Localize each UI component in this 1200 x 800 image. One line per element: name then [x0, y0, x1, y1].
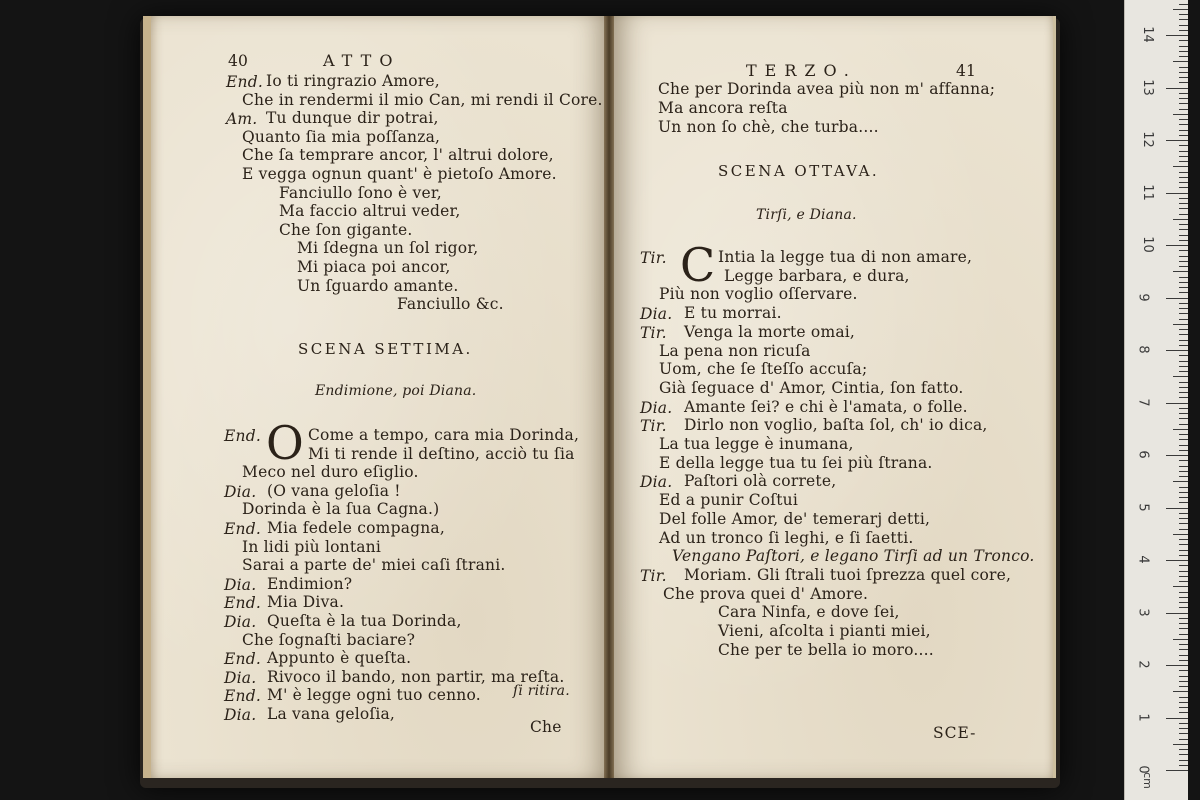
ruler-tick	[1166, 140, 1188, 141]
ruler-number: 0	[1135, 765, 1151, 774]
ruler-tick	[1173, 114, 1188, 115]
verse-line: Che ſognaſti baciare?	[242, 630, 416, 649]
ruler-tick	[1166, 35, 1188, 36]
ruler-tick	[1179, 119, 1188, 120]
ruler-tick	[1179, 235, 1188, 236]
verse-line: Che per Dorinda avea più non m' affanna;	[658, 80, 996, 98]
ruler-tick	[1179, 565, 1188, 566]
ruler-tick	[1179, 156, 1188, 157]
ruler-tick	[1179, 161, 1188, 162]
ruler-tick	[1179, 733, 1188, 734]
verse-line: Che per te bella io moro....	[718, 640, 934, 659]
ruler-tick	[1179, 555, 1188, 556]
ruler-tick	[1179, 466, 1188, 467]
ruler-tick	[1179, 660, 1188, 661]
speaker-label: End.	[224, 427, 261, 445]
ruler-number: 9	[1135, 292, 1151, 302]
ruler-tick	[1179, 77, 1188, 78]
ruler-tick	[1179, 623, 1188, 624]
speaker-label: Am.	[226, 110, 258, 129]
ruler-tick	[1179, 198, 1188, 199]
ruler-tick	[1179, 366, 1188, 367]
ruler-tick	[1173, 534, 1188, 535]
verse-line: Mia Diva.	[267, 593, 345, 612]
ruler-tick	[1179, 56, 1188, 57]
measuring-ruler	[1124, 0, 1188, 800]
right-catchword: SCE-	[933, 724, 977, 742]
ruler-tick	[1179, 250, 1188, 251]
ruler-tick	[1179, 135, 1188, 136]
ruler-tick	[1179, 413, 1188, 414]
scene-characters-settima: Endimione, poi Diana.	[315, 383, 477, 399]
verse-line: Mia fedele compagna,	[267, 519, 446, 537]
book-gutter	[604, 16, 614, 778]
speaker-label: Dia.	[224, 706, 257, 724]
ruler-tick	[1179, 382, 1188, 383]
verse-line: Dorinda è la ſua Cagna.)	[242, 500, 440, 519]
ruler-tick	[1166, 508, 1188, 509]
verse-line: Che ſa temprare ancor, l' altrui dolore,	[242, 146, 554, 165]
ruler-tick	[1179, 539, 1188, 540]
ruler-number: 12	[1139, 131, 1155, 148]
ruler-tick	[1179, 214, 1188, 215]
ruler-tick	[1179, 334, 1188, 335]
ruler-tick	[1179, 30, 1188, 31]
drop-cap-c: C	[680, 238, 716, 292]
ruler-tick	[1179, 513, 1188, 514]
verse-line: Rivoco il bando, non partir, ma reſta.	[267, 667, 565, 686]
verse-line: Già ſeguace d' Amor, Cintia, ſon fatto.	[659, 378, 964, 397]
ruler-tick	[1179, 319, 1188, 320]
ruler-tick	[1179, 19, 1188, 20]
ruler-tick	[1179, 229, 1188, 230]
ruler-number: 3	[1135, 607, 1151, 617]
ruler-tick	[1166, 298, 1188, 299]
verse-line: Amante ſei? e chi è l'amata, o folle.	[684, 397, 968, 416]
verse-line: Legge barbara, e dura,	[724, 266, 910, 285]
ruler-tick	[1179, 124, 1188, 125]
ruler-number: 10	[1139, 236, 1155, 253]
ruler-tick	[1179, 576, 1188, 577]
ruler-number: 6	[1135, 450, 1151, 459]
speaker-label: End.	[224, 687, 261, 706]
verse-line: La tua legge è inumana,	[659, 435, 854, 453]
ruler-tick	[1179, 103, 1188, 104]
ruler-tick	[1179, 492, 1188, 493]
ruler-tick	[1179, 550, 1188, 551]
ruler-tick	[1166, 718, 1188, 719]
ruler-tick	[1179, 177, 1188, 178]
verse-line: Queſta è la tua Dorinda,	[267, 612, 462, 630]
ruler-tick	[1173, 324, 1188, 325]
ruler-number: 8	[1135, 345, 1151, 354]
ruler-number: 5	[1135, 502, 1151, 512]
ruler-tick	[1179, 208, 1188, 209]
ruler-tick	[1179, 282, 1188, 283]
ruler-tick	[1179, 72, 1188, 73]
ruler-tick	[1179, 98, 1188, 99]
verse-line: Un non ſo chè, che turba....	[658, 118, 879, 136]
ruler-tick	[1173, 219, 1188, 220]
ruler-tick	[1179, 340, 1188, 341]
ruler-tick	[1179, 392, 1188, 393]
ruler-number: 1	[1135, 712, 1151, 722]
ruler-tick	[1166, 245, 1188, 246]
ruler-tick	[1179, 649, 1188, 650]
verse-line: Fanciullo &c.	[397, 295, 504, 314]
ruler-tick	[1179, 707, 1188, 708]
verse-line: Quanto ſia mia poſſanza,	[242, 127, 441, 146]
ruler-tick	[1173, 271, 1188, 272]
ruler-tick	[1179, 529, 1188, 530]
verse-line: Mi piaca poi ancor,	[297, 258, 451, 276]
verse-line: (O vana geloſia !	[267, 481, 401, 500]
ruler-tick	[1179, 697, 1188, 698]
verse-line: Più non voglio oſſervare.	[659, 285, 858, 304]
verse-line: Uom, che ſe ſteſſo accuſa;	[659, 360, 868, 379]
verse-line: Ma ancora reſta	[658, 99, 788, 117]
verse-line: La vana geloſia,	[267, 705, 396, 723]
verse-line: M' è legge ogni tuo cenno.	[267, 686, 481, 705]
ruler-tick	[1179, 754, 1188, 755]
ruler-tick	[1179, 51, 1188, 52]
ruler-tick	[1179, 739, 1188, 740]
ruler-tick	[1179, 82, 1188, 83]
ruler-tick	[1179, 203, 1188, 204]
verse-line: Tu dunque dir potrai,	[266, 109, 439, 128]
verse-line: Del folle Amor, de' temerarj detti,	[659, 509, 931, 528]
verse-line: E tu morrai.	[684, 304, 782, 323]
ruler-tick	[1179, 397, 1188, 398]
verse-line: Che prova quei d' Amore.	[663, 584, 869, 603]
ruler-tick	[1179, 634, 1188, 635]
ruler-tick	[1179, 25, 1188, 26]
ruler-tick	[1179, 303, 1188, 304]
ruler-tick	[1179, 471, 1188, 472]
verse-line: Io ti ringrazio Amore,	[266, 72, 440, 90]
speaker-label: End.	[224, 594, 261, 613]
ruler-tick	[1173, 691, 1188, 692]
ruler-tick	[1173, 166, 1188, 167]
ruler-tick	[1179, 681, 1188, 682]
ruler-tick	[1179, 277, 1188, 278]
ruler-number: 2	[1135, 660, 1151, 669]
left-page-number: 40	[228, 52, 249, 70]
verse-line: Intia la legge tua di non amare,	[718, 248, 973, 266]
ruler-tick	[1179, 760, 1188, 761]
ruler-tick	[1179, 450, 1188, 451]
ruler-tick	[1179, 345, 1188, 346]
verse-line: Paſtori olà correte,	[684, 472, 837, 491]
ruler-tick	[1179, 187, 1188, 188]
speaker-label: Dia.	[224, 613, 257, 631]
speaker-label: End.	[226, 73, 263, 91]
speaker-label: Tir.	[640, 323, 667, 342]
ruler-tick	[1179, 655, 1188, 656]
ruler-tick	[1173, 429, 1188, 430]
ruler-tick	[1179, 93, 1188, 94]
ruler-tick	[1173, 376, 1188, 377]
ruler-tick	[1179, 723, 1188, 724]
ruler-tick	[1179, 109, 1188, 110]
ruler-tick	[1179, 497, 1188, 498]
verse-line: Moriam. Gli ſtrali tuoi ſprezza quel core,	[684, 565, 1012, 584]
ruler-tick	[1179, 329, 1188, 330]
ruler-tick	[1173, 61, 1188, 62]
verse-line: Dirlo non voglio, baſta ſol, ch' io dica,	[684, 416, 988, 435]
ruler-tick	[1179, 240, 1188, 241]
ruler-number: 13	[1139, 78, 1155, 96]
ruler-tick	[1179, 607, 1188, 608]
ruler-tick	[1173, 639, 1188, 640]
speaker-label: Tir.	[640, 249, 667, 267]
ruler-tick	[1179, 592, 1188, 593]
ruler-tick	[1179, 571, 1188, 572]
left-catchword: Che	[530, 718, 562, 736]
verse-line: Che ſon gigante.	[279, 220, 413, 239]
ruler-tick	[1179, 749, 1188, 750]
ruler-tick	[1179, 476, 1188, 477]
verse-line: Un ſguardo amante.	[297, 276, 459, 295]
verse-line: Ad un tronco ſi leghi, e ſi ſaetti.	[659, 528, 914, 547]
ruler-tick	[1179, 151, 1188, 152]
ruler-tick	[1179, 523, 1188, 524]
ruler-tick	[1179, 355, 1188, 356]
ruler-tick	[1179, 387, 1188, 388]
verse-line: Appunto è queſta.	[267, 649, 412, 668]
scene-title-ottava: SCENA OTTAVA.	[718, 162, 880, 180]
ruler-tick	[1179, 502, 1188, 503]
verse-line: In lidi più lontani	[242, 537, 382, 556]
ruler-tick	[1179, 46, 1188, 47]
speaker-label: Dia.	[640, 473, 673, 492]
ruler-tick	[1179, 67, 1188, 68]
verse-line: Vieni, aſcolta i pianti miei,	[718, 622, 931, 640]
ruler-tick	[1179, 702, 1188, 703]
right-running-head: TERZO.	[746, 61, 857, 80]
ruler-number: 4	[1135, 555, 1151, 564]
ruler-tick	[1166, 665, 1188, 666]
ruler-tick	[1179, 266, 1188, 267]
ruler-tick	[1179, 408, 1188, 409]
ruler-number: 11	[1139, 183, 1155, 201]
ruler-tick	[1179, 292, 1188, 293]
ruler-tick	[1179, 487, 1188, 488]
right-page-number: 41	[956, 62, 977, 80]
ruler-tick	[1179, 371, 1188, 372]
verse-line: Come a tempo, cara mia Dorinda,	[308, 426, 580, 444]
stage-direction: Vengano Paſtori, e legano Tirſi ad un Tronco.	[672, 547, 1035, 566]
ruler-tick	[1179, 418, 1188, 419]
ruler-tick	[1179, 145, 1188, 146]
ruler-number: 7	[1135, 397, 1151, 407]
ruler-tick	[1179, 628, 1188, 629]
ruler-tick	[1166, 770, 1188, 771]
ruler-tick	[1179, 644, 1188, 645]
scene-characters-ottava: Tirſi, e Diana.	[756, 207, 857, 223]
ruler-tick	[1179, 676, 1188, 677]
ruler-tick	[1179, 618, 1188, 619]
ruler-tick	[1179, 686, 1188, 687]
ruler-tick	[1179, 460, 1188, 461]
speaker-label: Dia.	[640, 398, 673, 417]
scene-title-settima: SCENA SETTIMA.	[298, 340, 473, 358]
ruler-tick	[1166, 350, 1188, 351]
ruler-tick	[1166, 455, 1188, 456]
verse-line: Mi ſdegna un ſol rigor,	[297, 239, 479, 258]
speaker-label: Dia.	[224, 668, 257, 687]
ruler-tick	[1179, 445, 1188, 446]
ruler-tick	[1179, 308, 1188, 309]
verse-line: Ma faccio altrui veder,	[279, 202, 461, 221]
ruler-tick	[1179, 434, 1188, 435]
ruler-tick	[1179, 224, 1188, 225]
ruler-tick	[1179, 182, 1188, 183]
ruler-tick	[1179, 4, 1188, 5]
ruler-tick	[1179, 14, 1188, 15]
ruler-tick	[1179, 602, 1188, 603]
speaker-label: End.	[224, 520, 261, 538]
left-running-head: ATTO	[323, 51, 401, 70]
ruler-tick	[1179, 172, 1188, 173]
verse-line: Endimion?	[267, 574, 353, 593]
ruler-tick	[1179, 728, 1188, 729]
ruler-tick	[1173, 9, 1188, 10]
speaker-label: Dia.	[224, 482, 257, 501]
ruler-tick	[1179, 40, 1188, 41]
verse-line: Ed a punir Coſtui	[659, 491, 799, 510]
ruler-tick	[1179, 670, 1188, 671]
stage-direction-si-ritira: ſi ritira.	[513, 683, 570, 699]
verse-line: Cara Ninfa, e dove ſei,	[718, 603, 900, 622]
ruler-tick	[1179, 313, 1188, 314]
ruler-tick	[1179, 287, 1188, 288]
ruler-tick	[1179, 581, 1188, 582]
speaker-label: Tir.	[640, 417, 667, 436]
ruler-tick	[1179, 439, 1188, 440]
verse-line: Mi ti rende il deſtino, acciò tu ſia	[308, 444, 575, 463]
ruler-tick	[1179, 518, 1188, 519]
speaker-label: End.	[224, 650, 261, 669]
ruler-tick	[1173, 586, 1188, 587]
verse-line: Che in rendermi il mio Can, mi rendi il Core.	[242, 90, 603, 109]
verse-line: Venga la morte omai,	[684, 322, 856, 341]
verse-line: La pena non ricuſa	[659, 341, 811, 360]
speaker-label: Tir.	[640, 566, 667, 585]
ruler-tick	[1173, 481, 1188, 482]
ruler-tick	[1166, 613, 1188, 614]
ruler-tick	[1179, 424, 1188, 425]
ruler-tick	[1179, 361, 1188, 362]
ruler-tick	[1173, 744, 1188, 745]
ruler-unit-label: cm	[1140, 772, 1154, 789]
ruler-tick	[1179, 597, 1188, 598]
ruler-tick	[1179, 130, 1188, 131]
verse-line: E vegga ognun quant' è pietoſo Amore.	[242, 165, 557, 183]
speaker-label: Dia.	[640, 305, 673, 324]
ruler-tick	[1179, 712, 1188, 713]
verse-line: E della legge tua tu ſei più ſtrana.	[659, 453, 933, 472]
ruler-tick	[1166, 403, 1188, 404]
drop-cap-o: O	[266, 416, 304, 470]
ruler-tick	[1179, 544, 1188, 545]
ruler-tick	[1166, 560, 1188, 561]
ruler-tick	[1166, 88, 1188, 89]
ruler-tick	[1166, 193, 1188, 194]
verse-line: Sarai a parte de' miei caſi ſtrani.	[242, 556, 506, 575]
verse-line: Meco nel duro eſiglio.	[242, 463, 419, 482]
ruler-tick	[1179, 261, 1188, 262]
speaker-label: Dia.	[224, 575, 257, 594]
verse-line: Fanciullo ſono è ver,	[279, 183, 442, 202]
ruler-number: 14	[1139, 26, 1155, 43]
ruler-tick	[1179, 765, 1188, 766]
ruler-tick	[1179, 256, 1188, 257]
